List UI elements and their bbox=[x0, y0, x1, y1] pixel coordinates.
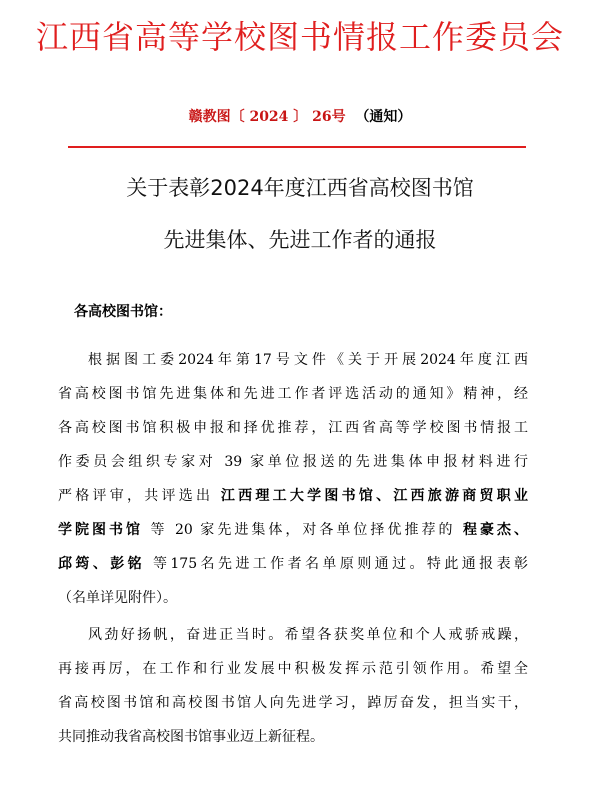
document-type: （通知） bbox=[355, 109, 412, 125]
award-persons-bold: 程豪杰、 bbox=[462, 522, 529, 538]
award-units-bold-cont: 学院图书馆 bbox=[58, 522, 144, 538]
paragraph-1-line-6 bbox=[58, 519, 528, 541]
paragraph-1-line-8: （名单详见附件）。 bbox=[58, 590, 177, 606]
document-title-line-2: 先进集体、先进工作者的通报 bbox=[163, 228, 437, 252]
paragraph-1-line-4: 作委员会组织专家对 39 家单位报送的先进集体申报材料进行 bbox=[58, 454, 528, 470]
paragraph-1-line-7 bbox=[58, 553, 528, 575]
paragraph-1-line-1: 根据图工委2024年第17号文件《关于开展2024年度江西 bbox=[88, 352, 528, 368]
award-units-bold: 江西理工大学图书馆、江西旅游商贸职业 bbox=[220, 488, 529, 504]
award-persons-bold-cont: 邱筠、彭铭 bbox=[58, 556, 146, 572]
text-segment: 等175名先进工作者名单原则通过。特此通报表彰 bbox=[152, 556, 529, 572]
paragraph-2-line-3: 省高校图书馆和高校图书馆人向先进学习，踔厉奋发，担当实干， bbox=[58, 695, 528, 711]
paragraph-1-line-5 bbox=[58, 485, 528, 507]
paragraph-2-line-1: 风劲好扬帆，奋进正当时。希望各获奖单位和个人戒骄戒躁， bbox=[88, 627, 528, 643]
paragraph-1-line-2: 省高校图书馆先进集体和先进工作者评选活动的通知》精神，经 bbox=[58, 386, 528, 402]
salutation: 各高校图书馆： bbox=[74, 304, 172, 320]
paragraph-2-line-4: 共同推动我省高校图书馆事业迈上新征程。 bbox=[58, 729, 324, 745]
document-number-code: 赣教图〔 2024 〕 26号 bbox=[188, 109, 346, 125]
text-segment: 等 20 家先进集体，对各单位择优推荐的 bbox=[150, 522, 456, 538]
paragraph-2-line-2: 再接再厉，在工作和行业发展中积极发挥示范引领作用。希望全 bbox=[58, 661, 528, 677]
document-title-line-1: 关于表彰2024年度江西省高校图书馆 bbox=[126, 176, 474, 200]
document-number bbox=[0, 106, 600, 128]
issuer-name: 江西省高等学校图书情报工作委员会 bbox=[35, 18, 564, 56]
red-divider bbox=[68, 146, 526, 148]
text-segment: 严格评审，共评选出 bbox=[58, 488, 214, 504]
paragraph-1-line-3: 各高校图书馆积极申报和择优推荐，江西省高等学校图书情报工 bbox=[58, 420, 528, 436]
